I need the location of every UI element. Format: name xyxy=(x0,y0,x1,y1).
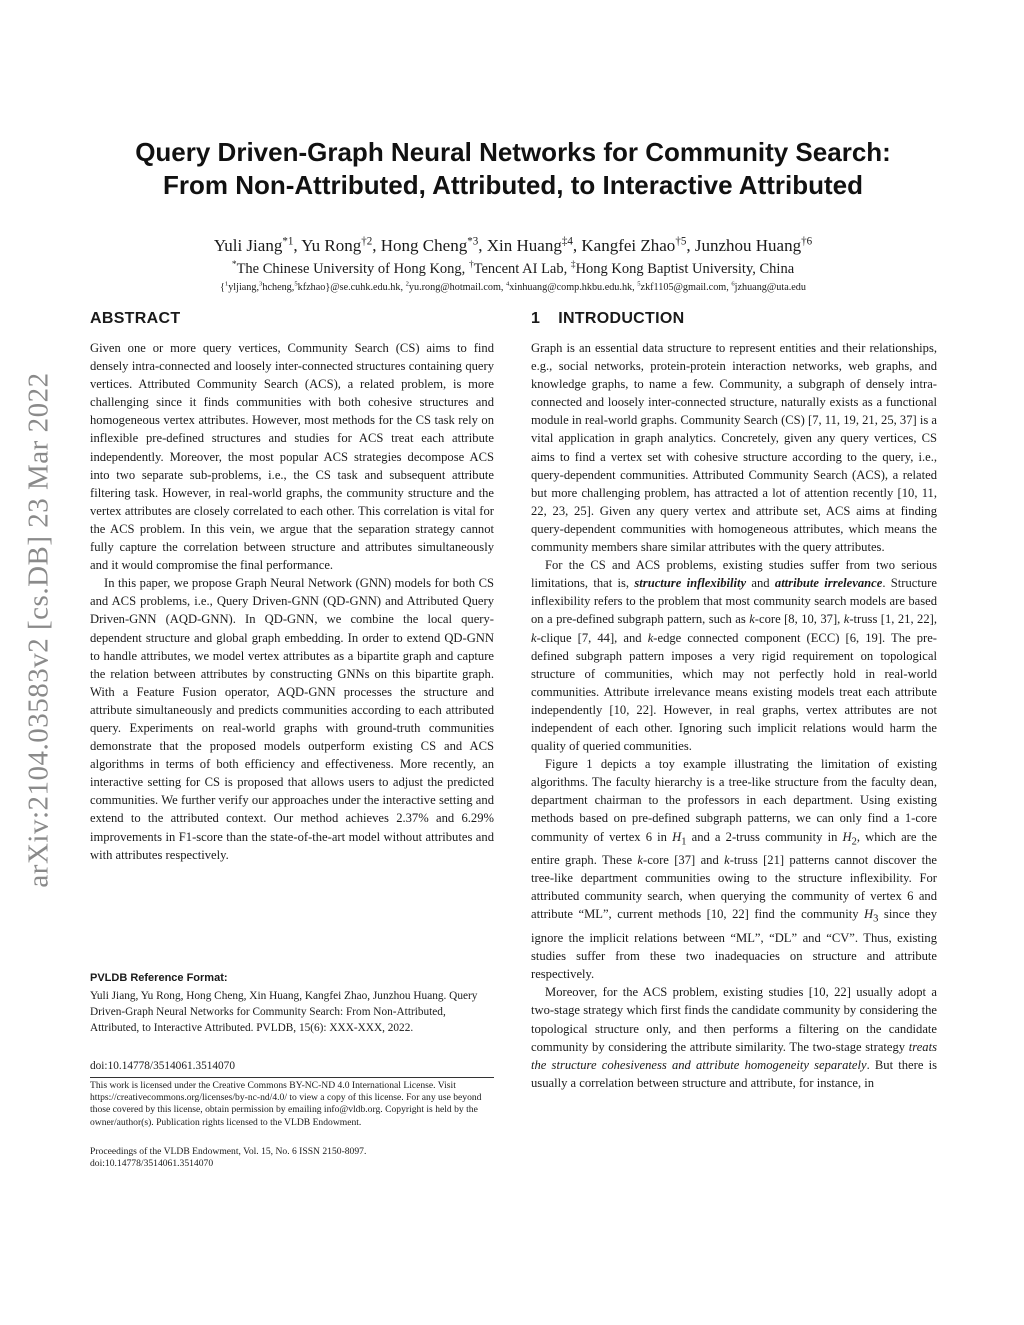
reference-format-text: Yuli Jiang, Yu Rong, Hong Cheng, Xin Huang, Kangfei Zhao, Junzhou Huang. Query Driven-Graph Neural Networks for Community Search: From Non-Attributed, Attributed, to Interactive Attributed. PVLDB, 15(6): XXX-XXX, 2022. xyxy=(90,990,478,1035)
section-title: INTRODUCTION xyxy=(558,310,685,327)
author: Yuli Jiang$^{*1}$ xyxy=(213,235,294,255)
abstract-heading: ABSTRACT xyxy=(90,310,181,327)
author-list: Yuli Jiang$^{*1}$, Yu Rong$^{\dagger 2}$, Hong Cheng$^{*3}$, Xin Huang$^{\ddagger 4}$, Kangfei Zhao$^{\dagger 5}$, Junzhou Huang$^{\dagger 6}$ xyxy=(213,235,813,255)
intro-paragraph-3: Figure 1 depicts a toy example illustrating the limitation of existing algorithms. The faculty hierarchy is a tree-like structure from the faculty dean, department chairman to the professors in each department. Using existing methods based on pre-defined subgraph patterns, we can only find a 1-core community of vertex 6 in $H_1$ and a 2-truss community in $H_2$, which are the entire graph. These k-core [37] and k-truss [21] patterns cannot discover the tree-like department communities owing to the structure inflexibility. For attributed community search, when querying the community of vertex 6 and attribute “ML”, current methods [10, 22] find the community $H_3$ since they ignore the implicit relations between “ML”, “DL” and “CV”. Thus, existing studies suffer from these two inadequacies on structure and attribute respectively. xyxy=(531,757,938,982)
proceedings-line: Proceedings of the VLDB Endowment, Vol. 15, No. 6 ISSN 2150-8097. xyxy=(90,1146,367,1157)
license-text: This work is licensed under the Creative Commons BY-NC-ND 4.0 International License. Visit https://creativecommons.org/licenses/by-nc-nd/4.0/ to view a copy of this license. For any use beyond those covered by this license, obtain permission by emailing info@vldb.org. Copyright is held by the owner/author(s). Publication rights licensed to the VLDB Endowment. xyxy=(90,1080,482,1128)
author: Hong Cheng$^{*3}$ xyxy=(380,235,479,255)
proceedings-doi: doi:10.14778/3514061.3514070 xyxy=(90,1158,214,1170)
paper-title xyxy=(90,136,936,202)
proceedings-info xyxy=(90,1146,494,1170)
author-emails: {$^1$yljiang,$^3$hcheng,$^5$kfzhao}@se.cuhk.edu.hk, $^2$yu.rong@hotmail.com, $^4$xinhuang@comp.hkbu.edu.hk, $^5$zkf1105@gmail.com, $^6$jzhuang@uta.edu xyxy=(220,280,806,293)
intro-paragraph-1: Graph is an essential data structure to represent entities and their relationships, e.g., social networks, protein-protein interaction networks, web graphs, and knowledge graphs, to name a few. Community, a subgraph of densely intra-connected and loosely inter-connected structure, naturally exists as a functional module in real-world graphs. Community Search (CS) [7, 11, 19, 21, 25, 37] is a vital application in graph analytics. Concretely, given any query vertices, CS aims to find a vertex set with cohesive structure according to the query, i.e., query-dependent communities. Attributed Community Search (ACS), a related but more challenging problem, has attracted a lot of attention recently [10, 11, 22, 23, 25]. Given any query vertex and attribute set, ACS aims at finding query-dependent communities with homogeneous attributes, which means the community members share similar attributes with the query attributes. xyxy=(531,341,937,555)
author: Kangfei Zhao$^{\dagger 5}$ xyxy=(581,235,687,255)
introduction-heading xyxy=(531,310,937,331)
footnote-divider xyxy=(90,1077,494,1078)
section-number: 1 xyxy=(531,310,541,327)
introduction-section xyxy=(531,310,937,1092)
abstract-paragraph-1: Given one or more query vertices, Community Search (CS) aims to find densely intra-connected and loosely inter-connected structures containing query vertices. Attributed Community Search (ACS), a related problem, is more challenging since it finds communities with both cohesive structures and homogeneous vertex attributes. However, most methods for the CS task rely on inflexible pre-defined structures and studies for ACS treat each attribute independently. Moreover, the most popular ACS strategies decompose ACS into two separate sub-problems, i.e., the CS task and subsequent attribute filtering task. However, in real-world graphs, the community structure and the vertex attributes are closely correlated to each other. This correlation is vital for the ACS problem. In this vein, we argue that the separation strategy cannot fully capture the correlation between structure and attributes simultaneously and it would compromise the final performance. xyxy=(90,341,494,573)
author: Yu Rong$^{\dagger 2}$ xyxy=(301,235,373,255)
intro-paragraph-4: Moreover, for the ACS problem, existing studies [10, 22] usually adopt a two-stage strategy which first finds the candidate community by considering the topological structure only, and then performs a filtering on the candidate community by considering the attribute similarity. The two-stage strategy treats the structure cohesiveness and attribute homogeneity separately. But there is usually a correlation between structure and attribute, for instance, in xyxy=(531,985,937,1090)
affiliations: *The Chinese University of Hong Kong, †Tencent AI Lab, ‡Hong Kong Baptist University, China xyxy=(231,260,795,277)
reference-format xyxy=(90,972,494,1037)
title-line-1: Query Driven-Graph Neural Networks for Community Search: xyxy=(135,137,891,167)
intro-paragraph-2: For the CS and ACS problems, existing studies suffer from two serious limitations, that is, structure inflexibility and attribute irrelevance. Structure inflexibility refers to the problem that most community search models are based on a pre-defined subgraph pattern, such as k-core [8, 10, 37], k-truss [1, 21, 22], k-clique [7, 44], and k-edge connected component (ECC) [6, 19]. The pre-defined subgraph pattern imposes a very rigid requirement on topological structure of communities, which may not perfectly hold in real-world communities. Attribute irrelevance means existing models treat each attribute independently [10, 22]. However, in real graphs, vertex attributes are not independent of each other. Ignoring such implicit relations would harm the quality of queried communities. xyxy=(531,558,938,754)
author: Xin Huang$^{\ddagger 4}$ xyxy=(486,235,573,255)
author: Junzhou Huang$^{\dagger 6}$ xyxy=(694,235,813,255)
doi-link[interactable]: doi:10.14778/3514061.3514070 xyxy=(90,1060,235,1072)
abstract-section xyxy=(90,310,494,864)
abstract-paragraph-2: In this paper, we propose Graph Neural Network (GNN) models for both CS and ACS problems, i.e., Query Driven-GNN (QD-GNN) and Attributed Query Driven-GNN (AQD-GNN). In QD-GNN, we combine the local query-dependent structure and global graph embedding. In order to extend QD-GNN to handle attributes, we model vertex attributes as a bipartite graph and capture the relation between attributes by constructing GNNs on this bipartite graph. With a Feature Fusion operator, AQD-GNN processes the structure and attribute simultaneously and predicts communities according to each attributed query. Experiments on real-world graphs with ground-truth communities demonstrate that the proposed models outperform existing CS and ACS algorithms in terms of both efficiency and effectiveness. More recently, an interactive setting for CS is proposed that allows users to adjust the predicted communities. We further verify our approaches under the interactive setting and extend to the attributed context. Our method achieves 2.37% and 6.29% improvements in F1-score than the state-of-the-art model without attributes and with attributes respectively. xyxy=(90,576,494,862)
title-line-2: From Non-Attributed, Attributed, to Interactive Attributed xyxy=(162,170,864,200)
arxiv-stamp: arXiv:2104.03583v2 [cs.DB] 23 Mar 2022 xyxy=(22,372,55,888)
reference-format-heading: PVLDB Reference Format: xyxy=(90,972,228,984)
